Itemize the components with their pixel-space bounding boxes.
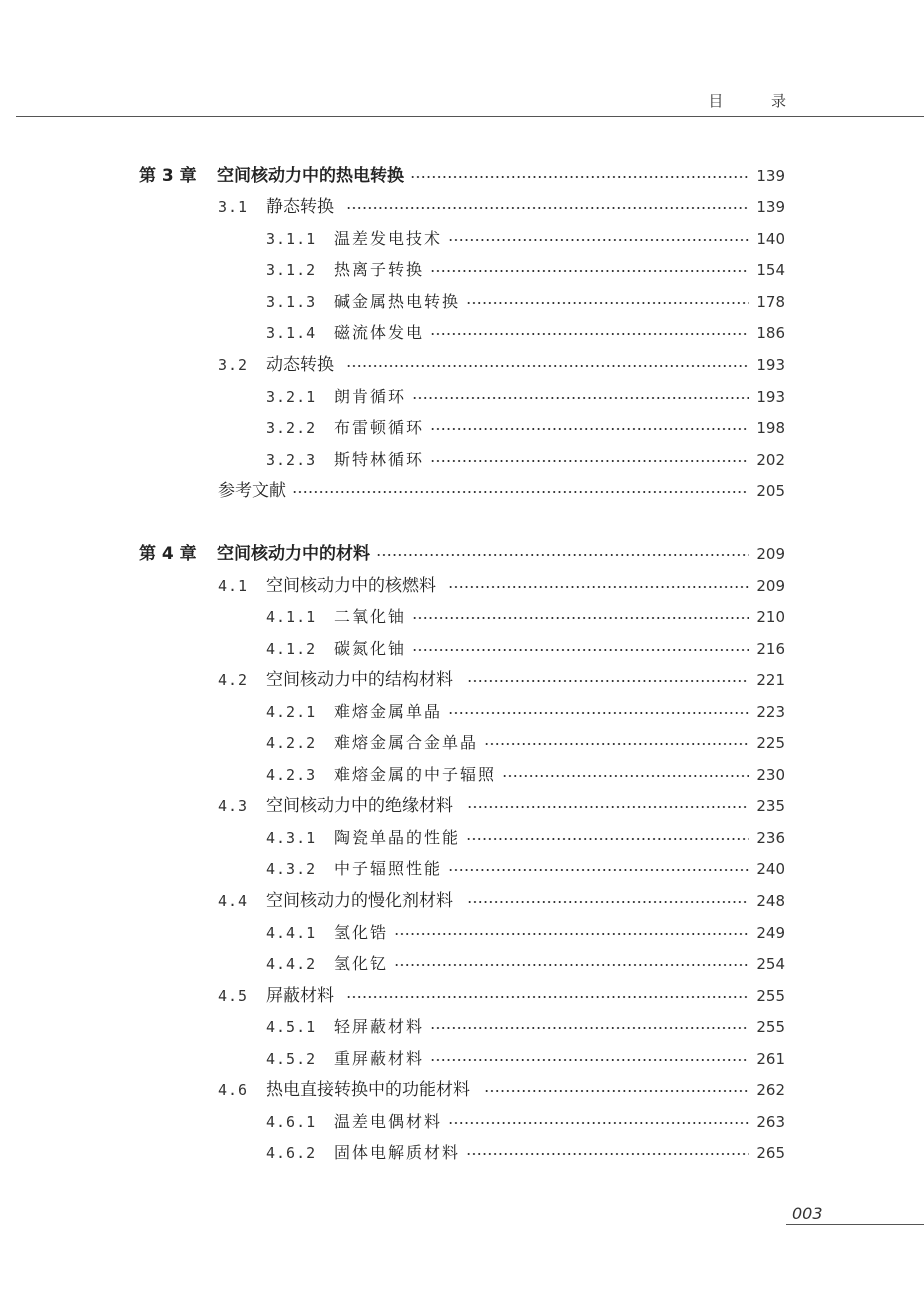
toc-subsection-4-5-1[interactable] xyxy=(266,1015,785,1039)
leader-dots xyxy=(502,763,749,787)
subsection-number: 4.4.2 xyxy=(266,955,317,973)
leader-dots xyxy=(430,1047,749,1071)
leader-dots xyxy=(430,258,749,282)
page-number: 254 xyxy=(756,955,785,973)
subsection-title: 二氧化铀 xyxy=(334,607,407,626)
section-number: 3.1 xyxy=(218,198,249,216)
subsection-number: 4.2.2 xyxy=(266,734,317,752)
page-number: 178 xyxy=(756,293,785,311)
leader-dots xyxy=(448,574,749,598)
toc-section-3-2[interactable] xyxy=(218,353,785,377)
subsection-title: 斯特林循环 xyxy=(334,450,425,469)
subsection-title: 重屏蔽材料 xyxy=(334,1049,425,1068)
leader-dots xyxy=(412,605,749,629)
chapter-title: 空间核动力中的热电转换 xyxy=(217,166,404,186)
leader-dots xyxy=(346,353,749,377)
subsection-title: 陶瓷单晶的性能 xyxy=(334,828,461,847)
header-title-right: 录 xyxy=(770,92,786,110)
subsection-title: 中子辐照性能 xyxy=(334,859,443,878)
subsection-number: 3.1.2 xyxy=(266,261,317,279)
subsection-number: 4.6.2 xyxy=(266,1144,317,1162)
subsection-number: 4.4.1 xyxy=(266,924,317,942)
subsection-title: 碱金属热电转换 xyxy=(334,292,461,311)
subsection-number: 4.1.1 xyxy=(266,608,317,626)
page-number: 139 xyxy=(756,198,785,216)
leader-dots xyxy=(430,416,749,440)
subsection-number: 3.2.3 xyxy=(266,451,317,469)
subsection-title: 磁流体发电 xyxy=(334,323,425,342)
page-number: 255 xyxy=(756,987,785,1005)
references-title: 参考文献 xyxy=(218,481,286,501)
page-number: 221 xyxy=(756,671,785,689)
leader-dots xyxy=(410,164,749,188)
toc-section-4-5[interactable] xyxy=(218,984,785,1008)
leader-dots xyxy=(466,1141,749,1165)
section-number: 4.1 xyxy=(218,577,249,595)
toc-subsection-4-5-2[interactable] xyxy=(266,1047,785,1071)
leader-dots xyxy=(467,794,749,818)
section-number: 4.5 xyxy=(218,987,249,1005)
section-number: 3.2 xyxy=(218,356,249,374)
leader-dots xyxy=(430,448,749,472)
subsection-title: 氢化锆 xyxy=(334,923,389,942)
page-number: 265 xyxy=(756,1144,785,1162)
leader-dots xyxy=(430,1015,749,1039)
subsection-number: 4.3.1 xyxy=(266,829,317,847)
page-number: 198 xyxy=(756,419,785,437)
leader-dots xyxy=(467,889,749,913)
section-title: 静态转换 xyxy=(266,197,334,217)
leader-dots xyxy=(448,700,749,724)
section-number: 4.2 xyxy=(218,671,249,689)
toc-section-4-4[interactable] xyxy=(218,889,785,913)
leader-dots xyxy=(430,321,749,345)
footer-rule xyxy=(786,1224,924,1225)
subsection-number: 4.3.2 xyxy=(266,860,317,878)
page-number: 210 xyxy=(756,608,785,626)
subsection-number: 4.2.3 xyxy=(266,766,317,784)
page-number: 193 xyxy=(756,388,785,406)
leader-dots xyxy=(412,637,749,661)
page-number: 223 xyxy=(756,703,785,721)
toc-subsection-4-2-3[interactable] xyxy=(266,763,785,787)
toc-subsection-3-1-4[interactable] xyxy=(266,321,785,345)
leader-dots xyxy=(466,826,749,850)
subsection-number: 4.1.2 xyxy=(266,640,317,658)
section-title: 动态转换 xyxy=(266,355,334,375)
subsection-number: 3.2.2 xyxy=(266,419,317,437)
page-number: 209 xyxy=(756,577,785,595)
chapter-number: 第 3 章 xyxy=(139,166,197,186)
subsection-title: 布雷顿循环 xyxy=(334,418,425,437)
toc-subsection-3-1-3[interactable] xyxy=(266,290,785,314)
toc-section-3-1[interactable] xyxy=(218,195,785,219)
section-title: 热电直接转换中的功能材料 xyxy=(266,1080,470,1100)
toc-subsection-3-2-3[interactable] xyxy=(266,448,785,472)
page-number: 262 xyxy=(756,1081,785,1099)
toc-chapter-4[interactable] xyxy=(139,542,785,566)
leader-dots xyxy=(466,290,749,314)
subsection-title: 温差发电技术 xyxy=(334,229,443,248)
page-number: 263 xyxy=(756,1113,785,1131)
subsection-title: 难熔金属的中子辐照 xyxy=(334,765,497,784)
subsection-number: 3.1.4 xyxy=(266,324,317,342)
page-number: 249 xyxy=(756,924,785,942)
section-number: 4.4 xyxy=(218,892,249,910)
toc-subsection-4-6-2[interactable] xyxy=(266,1141,785,1165)
leader-dots xyxy=(394,952,749,976)
toc-subsection-4-3-2[interactable] xyxy=(266,857,785,881)
toc-subsection-4-1-1[interactable] xyxy=(266,605,785,629)
leader-dots xyxy=(394,921,749,945)
subsection-title: 固体电解质材料 xyxy=(334,1143,461,1162)
subsection-title: 难熔金属合金单晶 xyxy=(334,733,479,752)
subsection-number: 3.1.1 xyxy=(266,230,317,248)
section-title: 空间核动力中的绝缘材料 xyxy=(266,796,453,816)
section-number: 4.6 xyxy=(218,1081,249,1099)
subsection-title: 朗肯循环 xyxy=(334,387,407,406)
page-number: 140 xyxy=(756,230,785,248)
subsection-number: 4.6.1 xyxy=(266,1113,317,1131)
toc-subsection-4-3-1[interactable] xyxy=(266,826,785,850)
leader-dots xyxy=(346,984,749,1008)
leader-dots xyxy=(292,479,749,503)
running-header xyxy=(0,90,786,111)
page-number: 240 xyxy=(756,860,785,878)
leader-dots xyxy=(484,731,749,755)
subsection-title: 碳氮化铀 xyxy=(334,639,407,658)
section-number: 4.3 xyxy=(218,797,249,815)
leader-dots xyxy=(484,1078,749,1102)
toc-chapter-3[interactable] xyxy=(139,164,785,188)
page-number: 230 xyxy=(756,766,785,784)
toc-section-4-1[interactable] xyxy=(218,574,785,598)
folio-page-number: 003 xyxy=(792,1204,823,1223)
page-number: 248 xyxy=(756,892,785,910)
page-number: 216 xyxy=(756,640,785,658)
subsection-title: 温差电偶材料 xyxy=(334,1112,443,1131)
leader-dots xyxy=(448,1110,749,1134)
toc-subsection-4-6-1[interactable] xyxy=(266,1110,785,1134)
page-number: 255 xyxy=(756,1018,785,1036)
page-number: 154 xyxy=(756,261,785,279)
subsection-title: 氢化钇 xyxy=(334,954,389,973)
page-number: 186 xyxy=(756,324,785,342)
page-number: 209 xyxy=(756,545,785,563)
leader-dots xyxy=(376,542,749,566)
subsection-title: 热离子转换 xyxy=(334,260,425,279)
subsection-title: 轻屏蔽材料 xyxy=(334,1017,425,1036)
page-number: 205 xyxy=(756,482,785,500)
leader-dots xyxy=(448,227,749,251)
section-title: 空间核动力的慢化剂材料 xyxy=(266,891,453,911)
toc-section-4-3[interactable] xyxy=(218,794,785,818)
header-rule xyxy=(16,116,924,117)
section-title: 屏蔽材料 xyxy=(266,986,334,1006)
toc-subsection-4-4-1[interactable] xyxy=(266,921,785,945)
toc-subsection-3-2-1[interactable] xyxy=(266,385,785,409)
page-number: 236 xyxy=(756,829,785,847)
subsection-title: 难熔金属单晶 xyxy=(334,702,443,721)
subsection-number: 3.2.1 xyxy=(266,388,317,406)
page-number: 261 xyxy=(756,1050,785,1068)
leader-dots xyxy=(448,857,749,881)
page-number: 225 xyxy=(756,734,785,752)
header-title-left: 目 xyxy=(708,92,724,110)
toc-subsection-3-1-2[interactable] xyxy=(266,258,785,282)
leader-dots xyxy=(412,385,749,409)
subsection-number: 3.1.3 xyxy=(266,293,317,311)
toc-subsection-4-2-1[interactable] xyxy=(266,700,785,724)
toc-subsection-3-1-1[interactable] xyxy=(266,227,785,251)
subsection-number: 4.2.1 xyxy=(266,703,317,721)
chapter-title: 空间核动力中的材料 xyxy=(217,544,370,564)
page-number: 202 xyxy=(756,451,785,469)
toc-subsection-4-2-2[interactable] xyxy=(266,731,785,755)
section-title: 空间核动力中的核燃料 xyxy=(266,576,436,596)
toc-subsection-3-2-2[interactable] xyxy=(266,416,785,440)
leader-dots xyxy=(346,195,749,219)
toc-section-4-2[interactable] xyxy=(218,668,785,692)
leader-dots xyxy=(467,668,749,692)
page-number: 235 xyxy=(756,797,785,815)
toc-references-ch3[interactable] xyxy=(218,479,785,503)
section-title: 空间核动力中的结构材料 xyxy=(266,670,453,690)
page-number: 139 xyxy=(756,167,785,185)
page-number: 193 xyxy=(756,356,785,374)
subsection-number: 4.5.1 xyxy=(266,1018,317,1036)
toc-subsection-4-1-2[interactable] xyxy=(266,637,785,661)
toc-section-4-6[interactable] xyxy=(218,1078,785,1102)
subsection-number: 4.5.2 xyxy=(266,1050,317,1068)
chapter-number: 第 4 章 xyxy=(139,544,197,564)
toc-subsection-4-4-2[interactable] xyxy=(266,952,785,976)
